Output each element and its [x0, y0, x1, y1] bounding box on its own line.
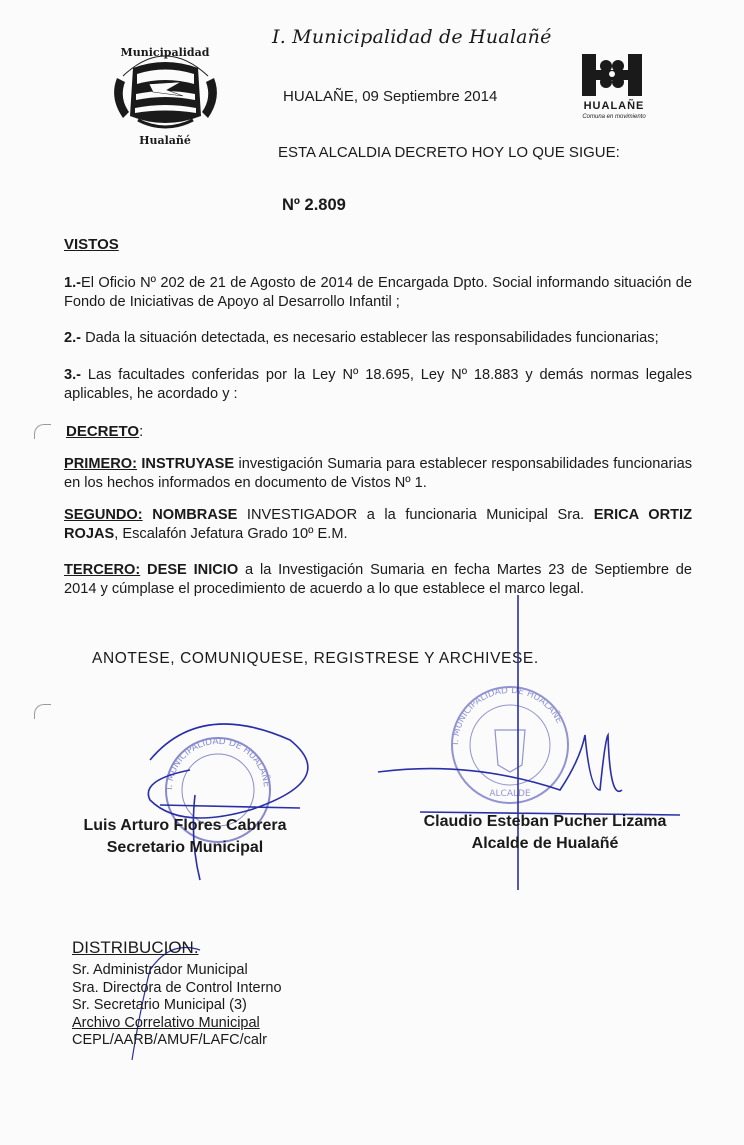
mayor-stamp-bottom-text: ALCALDE — [489, 789, 531, 799]
segundo-text-1: INVESTIGADOR a la funcionaria Municipal Sra. — [237, 507, 594, 523]
decreto-heading: DECRETO — [66, 423, 140, 440]
mayor-stamp — [451, 686, 568, 803]
crest-bottom-text: Hualañé — [139, 134, 191, 147]
visto-item-text: Las facultades conferidas por la Ley Nº 18.695, Ley Nº 18.883 y demás normas legales aplicables, he acordado y : — [64, 367, 692, 402]
distribution-line: Sra. Directora de Control Interno — [72, 979, 282, 996]
visto-item-number: 1.- — [64, 275, 82, 291]
svg-text:I. MUNICIPALIDAD DE HUALAÑE — [165, 737, 271, 790]
mayor-stamp-text: I. MUNICIPALIDAD DE HUALAÑE — [450, 685, 564, 746]
closing-formula: ANOTESE, COMUNIQUESE, REGISTRESE Y ARCHIVESE. — [92, 650, 539, 667]
decree-number: Nº 2.809 — [282, 196, 346, 214]
visto-item-number: 3.- — [64, 367, 82, 383]
primero-verb: INSTRUYASE — [141, 456, 235, 472]
document-date: HUALAÑE, 09 Septiembre 2014 — [283, 88, 498, 105]
tercero-label: TERCERO: — [64, 562, 141, 578]
segundo-name: ERICA ORTIZ ROJAS — [64, 507, 692, 542]
decreto-heading-suffix: : — [139, 423, 144, 440]
tercero-verb: DESE INICIO — [147, 562, 239, 578]
crest-top-text: Municipalidad — [120, 46, 210, 59]
visto-item-text: Dada la situación detectada, es necesario establecer las responsabilidades funcionarias; — [81, 330, 659, 346]
commune-logo-slogan: Comuna en movimiento — [582, 114, 646, 120]
primero-text: investigación Sumaria para establecer responsabilidades funcionarias en los hechos informados en documento de Vistos Nº 1. — [64, 456, 692, 491]
mayor-title: Alcalde de Hualañé — [471, 835, 619, 852]
segundo-verb: NOMBRASE — [152, 507, 238, 523]
commune-logo-brand: HUALAÑE — [583, 100, 645, 112]
visto-item-number: 2.- — [64, 330, 82, 346]
segundo-label: SEGUNDO: — [64, 507, 143, 523]
mayor-name: Claudio Esteban Pucher Lizama — [423, 813, 667, 830]
distribution-list — [72, 962, 282, 1050]
tercero-text: a la Investigación Sumaria en fecha Martes 23 de Septiembre de 2014 y cúmplase el procedimiento de acuerdo a lo que establece el marco legal. — [64, 562, 693, 597]
distribution-line: Sr. Administrador Municipal — [72, 962, 248, 978]
secretary-stamp-text: I. MUNICIPALIDAD DE HUALAÑE — [164, 736, 271, 791]
visto-item-text: El Oficio Nº 202 de 21 de Agosto de 2014 de Encargada Dpto. Social informando situación de Fondo de Iniciativas de Apoyo al Desarrollo Infantil ; — [64, 275, 692, 310]
distribution-line: Sr. Secretario Municipal (3) — [72, 997, 247, 1013]
svg-text:I. MUNICIPALIDAD DE HUALAÑE — [451, 686, 564, 745]
secretary-name: Luis Arturo Flores Cabrera — [83, 817, 287, 834]
distribution-line: Archivo Correlativo Municipal — [72, 1014, 260, 1031]
secretary-title: Secretario Municipal — [106, 839, 264, 856]
distribution-heading: DISTRIBUCION. — [72, 938, 199, 957]
mayor-signature-block — [400, 811, 690, 855]
municipality-title: I. Municipalidad de Hualañé — [272, 26, 552, 48]
decree-intro: ESTA ALCALDIA DECRETO HOY LO QUE SIGUE: — [278, 144, 620, 161]
primero-label: PRIMERO: — [64, 456, 137, 472]
secretary-signature-block — [60, 815, 310, 859]
distribution-line: CEPL/AARB/AMUF/LAFC/calr — [72, 1032, 267, 1048]
vistos-heading: VISTOS — [64, 236, 119, 253]
segundo-text-2: , Escalafón Jefatura Grado 10º E.M. — [114, 526, 348, 542]
